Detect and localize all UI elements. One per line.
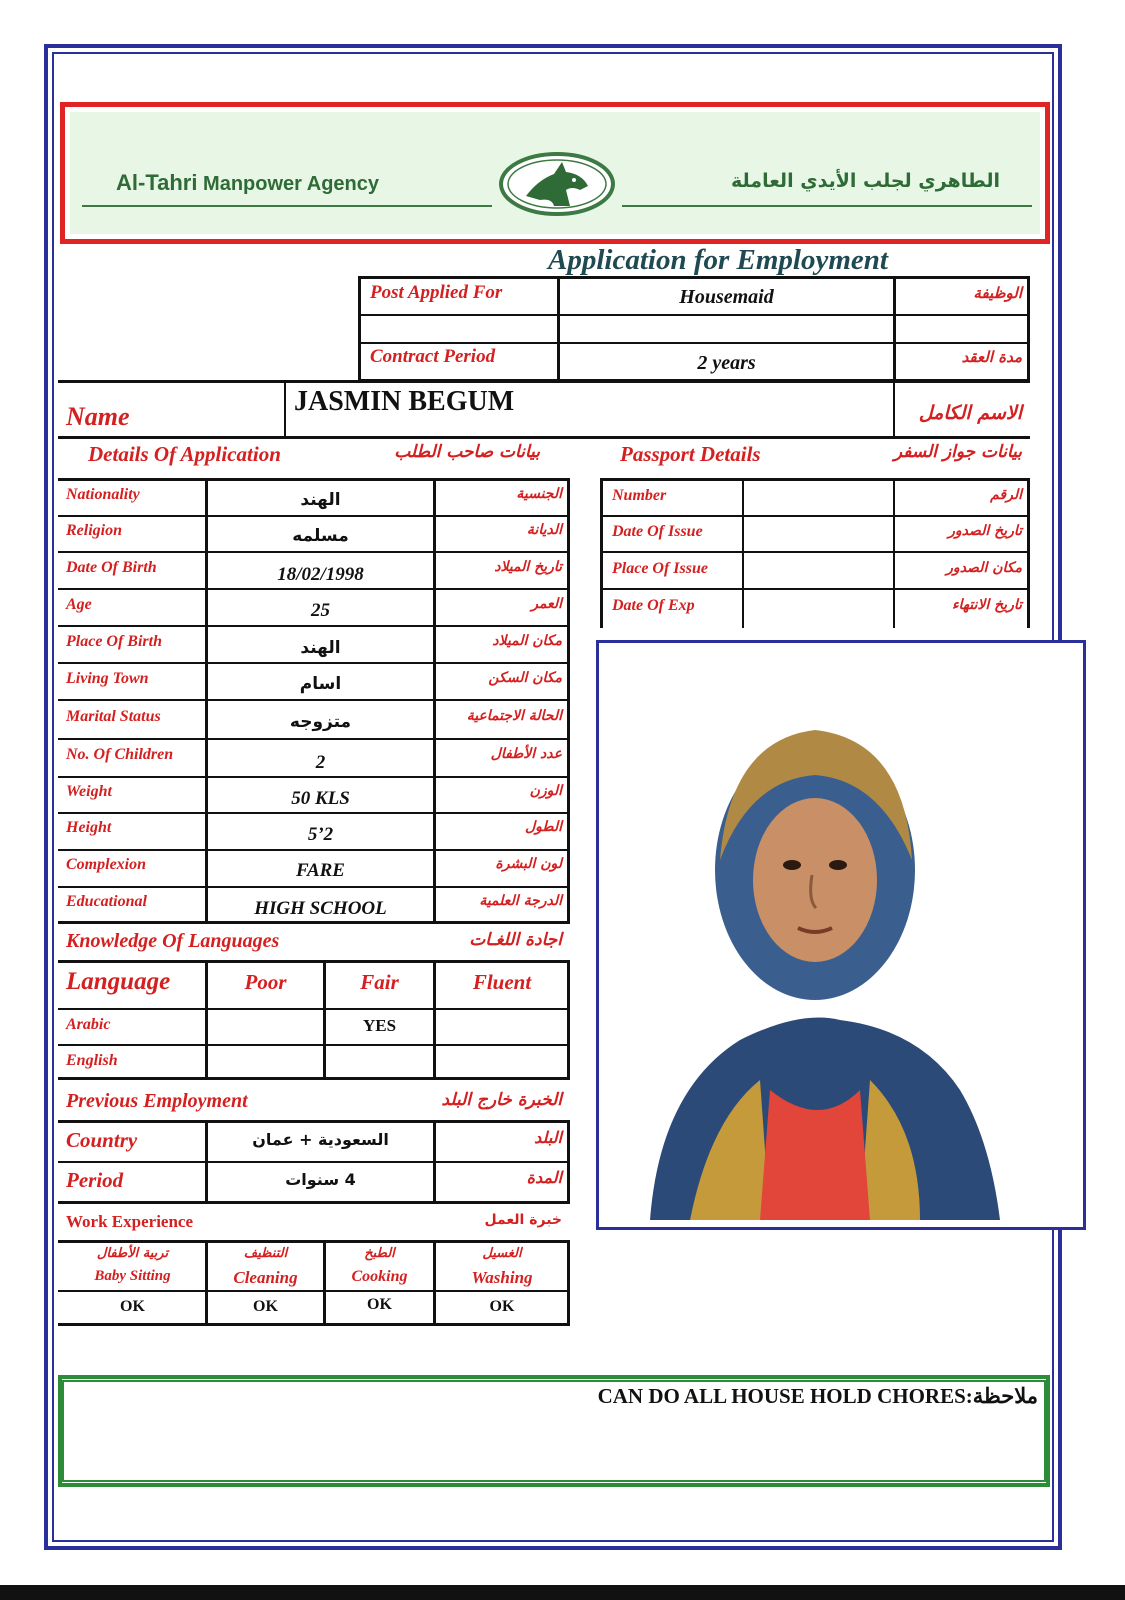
skill-label: Washing: [471, 1268, 533, 1287]
divider: [358, 342, 1030, 344]
column-header-poor: Poor: [244, 970, 287, 994]
field-label: Weight: [66, 783, 112, 800]
application-heading: Details Of Application: [88, 442, 281, 466]
field-label-ar: تاريخ الميلاد: [494, 559, 562, 575]
post-applied-label-ar: الوظيفة: [973, 284, 1022, 302]
skill-label-ar: الطبخ: [364, 1246, 395, 1261]
field-label: Religion: [66, 522, 123, 539]
field-value: متزوجه: [289, 712, 352, 732]
divider: [58, 776, 570, 778]
contract-period-value: 2 years: [697, 352, 756, 374]
column-header-fluent: Fluent: [472, 970, 532, 994]
contract-period-label: Contract Period: [370, 346, 496, 367]
divider: [58, 812, 570, 814]
name-label: Name: [66, 402, 130, 431]
field-value: الهند: [300, 638, 341, 658]
divider: [893, 478, 895, 628]
skill-label-ar: التنظيف: [243, 1246, 288, 1261]
agency-name-ar: الطاهري لجلب الأيدي العاملة: [731, 170, 1000, 192]
languages-heading-ar: اجادة اللغـات: [469, 930, 562, 950]
divider: [58, 380, 1030, 383]
field-label: Complexion: [66, 856, 147, 873]
divider: [284, 380, 286, 438]
field-label: Marital Status: [66, 708, 161, 725]
field-value: 2: [315, 752, 326, 773]
field-label-ar: الديانة: [526, 522, 562, 538]
post-applied-value: Housemaid: [679, 286, 774, 308]
divider: [893, 276, 896, 382]
divider: [600, 515, 1030, 517]
divider: [58, 699, 570, 701]
divider: [58, 1008, 570, 1010]
divider: [600, 551, 1030, 553]
field-value: 50 KLS: [291, 788, 350, 809]
divider: [742, 478, 744, 628]
page-title: Application for Employment: [548, 244, 888, 276]
passport-heading: Passport Details: [620, 442, 761, 466]
skill-label: Baby Sitting: [94, 1268, 171, 1284]
divider: [58, 588, 570, 590]
period-label: Period: [66, 1168, 124, 1192]
period-label-ar: المدة: [526, 1168, 562, 1187]
field-label: Nationality: [66, 486, 140, 503]
field-value: 25: [311, 600, 330, 621]
field-value: مسلمه: [292, 526, 349, 546]
country-label: Country: [66, 1128, 138, 1152]
previous-employment-heading-ar: الخبرة خارج البلد: [441, 1090, 562, 1110]
field-label-ar: مكان الميلاد: [492, 633, 562, 649]
field-label-ar: لون البشرة: [495, 856, 562, 872]
previous-employment-heading: Previous Employment: [66, 1090, 248, 1112]
field-label: Place Of Birth: [66, 633, 162, 650]
divider: [58, 1161, 570, 1163]
field-value: الهند: [300, 490, 341, 510]
skill-status: OK: [367, 1296, 392, 1313]
passport-label: Place Of Issue: [612, 560, 708, 577]
languages-heading: Knowledge Of Languages: [66, 930, 280, 952]
contract-period-label-ar: مدة العقد: [961, 348, 1022, 366]
field-label-ar: الوزن: [529, 783, 562, 799]
divider: [433, 478, 436, 924]
field-label: No. Of Children: [66, 746, 174, 763]
work-experience-label: Work Experience: [66, 1212, 194, 1231]
divider: [358, 314, 1030, 316]
field-value: FARE: [296, 860, 345, 881]
note-text: CAN DO ALL HOUSE HOLD CHORES:ملاحظة: [597, 1384, 1038, 1408]
divider: [58, 436, 1030, 439]
field-label-ar: عدد الأطفال: [490, 746, 562, 762]
name-value: JASMIN BEGUM: [294, 386, 515, 417]
passport-label-ar: الرقم: [990, 487, 1022, 503]
passport-label-ar: مكان الصدور: [946, 560, 1022, 576]
skill-label-ar: تربية الأطفال: [96, 1246, 169, 1261]
header-rule-right: [622, 205, 1032, 207]
column-header-language: Language: [66, 968, 171, 995]
field-value: 18/02/1998: [277, 564, 364, 585]
skill-status: OK: [120, 1298, 145, 1315]
divider: [893, 380, 895, 438]
passport-heading-ar: بيانات جواز السفر: [893, 442, 1022, 462]
field-value: HIGH SCHOOL: [254, 898, 387, 919]
field-label: Educational: [66, 893, 147, 910]
header-rule-left: [82, 205, 492, 207]
agency-name-en-part1: Al-Tahri: [116, 170, 198, 195]
divider: [58, 849, 570, 851]
field-value: 5’2: [307, 824, 334, 845]
passport-label-ar: تاريخ الصدور: [948, 523, 1022, 539]
passport-label: Date Of Exp: [612, 597, 695, 614]
applicant-photo: [620, 660, 1020, 1220]
field-label-ar: الحالة الاجتماعية: [466, 708, 562, 724]
field-label-ar: العمر: [531, 596, 562, 612]
field-label-ar: مكان السكن: [488, 670, 562, 686]
divider: [58, 625, 570, 627]
divider: [58, 1044, 570, 1046]
field-label-ar: الدرجة العلمية: [479, 893, 562, 909]
divider: [58, 662, 570, 664]
country-value: السعودية + عمان: [252, 1130, 389, 1149]
skill-status: OK: [489, 1298, 515, 1315]
skill-label: Cleaning: [233, 1268, 298, 1287]
agency-name-en-part2: Manpower Agency: [203, 173, 380, 195]
divider: [58, 551, 570, 553]
field-label: Height: [66, 819, 112, 836]
post-applied-label: Post Applied For: [370, 282, 503, 303]
language-name: Arabic: [66, 1016, 111, 1033]
work-experience-label-ar: خبرة العمل: [484, 1212, 562, 1228]
field-value: اسام: [299, 674, 342, 694]
horse-head-icon: [496, 150, 618, 218]
divider: [600, 588, 1030, 590]
name-label-ar: الاسم الكامل: [918, 402, 1022, 424]
divider: [58, 515, 570, 517]
divider: [58, 886, 570, 888]
skill-label-ar: الغسيل: [482, 1246, 522, 1261]
country-label-ar: البلد: [534, 1128, 562, 1147]
field-label-ar: الجنسية: [516, 486, 562, 502]
field-label: Date Of Birth: [66, 559, 157, 576]
field-label: Living Town: [66, 670, 149, 687]
skill-status: OK: [253, 1298, 278, 1315]
divider: [58, 1290, 570, 1292]
bottom-rule: [0, 1585, 1125, 1600]
period-value: 4 سنوات: [285, 1170, 356, 1189]
field-label-ar: الطول: [524, 819, 562, 835]
language-name: English: [66, 1052, 118, 1069]
passport-label: Number: [612, 487, 667, 504]
passport-label: Date Of Issue: [612, 523, 703, 540]
passport-label-ar: تاريخ الانتهاء: [951, 597, 1022, 613]
agency-name-en: [116, 170, 379, 196]
language-fair: YES: [362, 1016, 397, 1035]
divider: [58, 738, 570, 740]
skill-label: Cooking: [351, 1268, 408, 1285]
application-heading-ar: بيانات صاحب الطلب: [394, 442, 540, 462]
column-header-fair: Fair: [360, 970, 399, 994]
field-label: Age: [66, 596, 92, 613]
